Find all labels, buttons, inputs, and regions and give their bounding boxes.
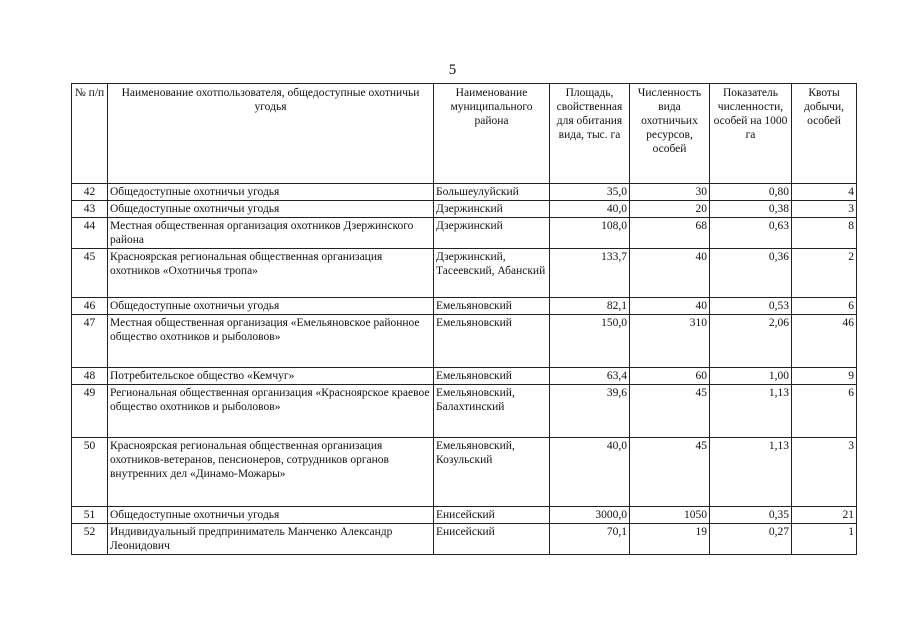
table-row (72, 385, 857, 438)
row-count: 68 (630, 218, 710, 249)
row-district: Большеулуйский (434, 184, 550, 201)
row-quota: 1 (792, 524, 857, 555)
header-name: Наименование охотпользователя, общедоступные охотничьи угодья (108, 84, 434, 184)
table-row (72, 298, 857, 315)
row-number: 43 (72, 201, 108, 218)
row-area: 133,7 (550, 249, 630, 298)
row-district: Емельяновский (434, 368, 550, 385)
row-area: 40,0 (550, 438, 630, 507)
row-count: 45 (630, 385, 710, 438)
row-density: 0,35 (710, 507, 792, 524)
row-density: 0,53 (710, 298, 792, 315)
page-number: 5 (448, 62, 457, 78)
header-quota: Квоты добычи, особей (792, 84, 857, 184)
table-row (72, 438, 857, 507)
row-quota: 3 (792, 201, 857, 218)
row-name: Региональная общественная организация «Красноярское краевое общество охотников и рыболовов» (108, 385, 434, 438)
header-district: Наименование муниципального района (434, 84, 550, 184)
row-area: 39,6 (550, 385, 630, 438)
row-density: 0,27 (710, 524, 792, 555)
row-number: 42 (72, 184, 108, 201)
row-district: Енисейский (434, 524, 550, 555)
row-density: 1,13 (710, 385, 792, 438)
header-area: Площадь, свойственная для обитания вида, тыс. га (550, 84, 630, 184)
row-count: 19 (630, 524, 710, 555)
row-name: Общедоступные охотничьи угодья (108, 184, 434, 201)
table-row (72, 249, 857, 298)
row-density: 0,80 (710, 184, 792, 201)
row-density: 2,06 (710, 315, 792, 368)
header-no: № п/п (72, 84, 108, 184)
row-number: 52 (72, 524, 108, 555)
row-area: 82,1 (550, 298, 630, 315)
row-density: 0,36 (710, 249, 792, 298)
row-count: 20 (630, 201, 710, 218)
table-row (72, 507, 857, 524)
row-district: Емельяновский, Козульский (434, 438, 550, 507)
table-row (72, 201, 857, 218)
row-district: Дзержинский, Тасеевский, Абанский (434, 249, 550, 298)
row-district: Дзержинский (434, 201, 550, 218)
row-number: 49 (72, 385, 108, 438)
row-name: Общедоступные охотничьи угодья (108, 298, 434, 315)
row-number: 46 (72, 298, 108, 315)
row-number: 50 (72, 438, 108, 507)
row-quota: 21 (792, 507, 857, 524)
table-row (72, 368, 857, 385)
row-name: Общедоступные охотничьи угодья (108, 201, 434, 218)
row-quota: 4 (792, 184, 857, 201)
row-count: 45 (630, 438, 710, 507)
row-quota: 3 (792, 438, 857, 507)
row-number: 44 (72, 218, 108, 249)
row-quota: 6 (792, 385, 857, 438)
row-count: 40 (630, 298, 710, 315)
row-quota: 46 (792, 315, 857, 368)
header-count: Численность вида охотничьих ресурсов, особей (630, 84, 710, 184)
row-density: 1,13 (710, 438, 792, 507)
row-quota: 2 (792, 249, 857, 298)
row-name: Общедоступные охотничьи угодья (108, 507, 434, 524)
row-count: 30 (630, 184, 710, 201)
row-district: Дзержинский (434, 218, 550, 249)
row-area: 40,0 (550, 201, 630, 218)
quota-table (71, 83, 857, 555)
row-area: 3000,0 (550, 507, 630, 524)
row-area: 150,0 (550, 315, 630, 368)
row-quota: 9 (792, 368, 857, 385)
row-name: Местная общественная организация «Емельяновское районное общество охотников и рыболовов» (108, 315, 434, 368)
table-row (72, 315, 857, 368)
row-quota: 8 (792, 218, 857, 249)
table-row (72, 218, 857, 249)
row-area: 70,1 (550, 524, 630, 555)
table-row (72, 524, 857, 555)
row-count: 60 (630, 368, 710, 385)
row-quota: 6 (792, 298, 857, 315)
row-name: Потребительское общество «Кемчуг» (108, 368, 434, 385)
row-density: 0,38 (710, 201, 792, 218)
row-number: 47 (72, 315, 108, 368)
row-district: Емельяновский, Балахтинский (434, 385, 550, 438)
header-density: Показатель численности, особей на 1000 га (710, 84, 792, 184)
row-district: Емельяновский (434, 298, 550, 315)
row-name: Местная общественная организация охотников Дзержинского района (108, 218, 434, 249)
row-count: 40 (630, 249, 710, 298)
row-count: 1050 (630, 507, 710, 524)
row-density: 0,63 (710, 218, 792, 249)
row-area: 35,0 (550, 184, 630, 201)
row-number: 45 (72, 249, 108, 298)
row-count: 310 (630, 315, 710, 368)
row-density: 1,00 (710, 368, 792, 385)
row-name: Индивидуальный предприниматель Манченко Александр Леонидович (108, 524, 434, 555)
row-name: Красноярская региональная общественная организация охотников «Охотничья тропа» (108, 249, 434, 298)
row-district: Емельяновский (434, 315, 550, 368)
row-district: Енисейский (434, 507, 550, 524)
row-area: 108,0 (550, 218, 630, 249)
row-number: 51 (72, 507, 108, 524)
row-name: Красноярская региональная общественная организация охотников-ветеранов, пенсионеров, сотрудников органов внутренних дел «Динамо-Можары» (108, 438, 434, 507)
header-row (72, 84, 857, 184)
row-area: 63,4 (550, 368, 630, 385)
row-number: 48 (72, 368, 108, 385)
table-row (72, 184, 857, 201)
